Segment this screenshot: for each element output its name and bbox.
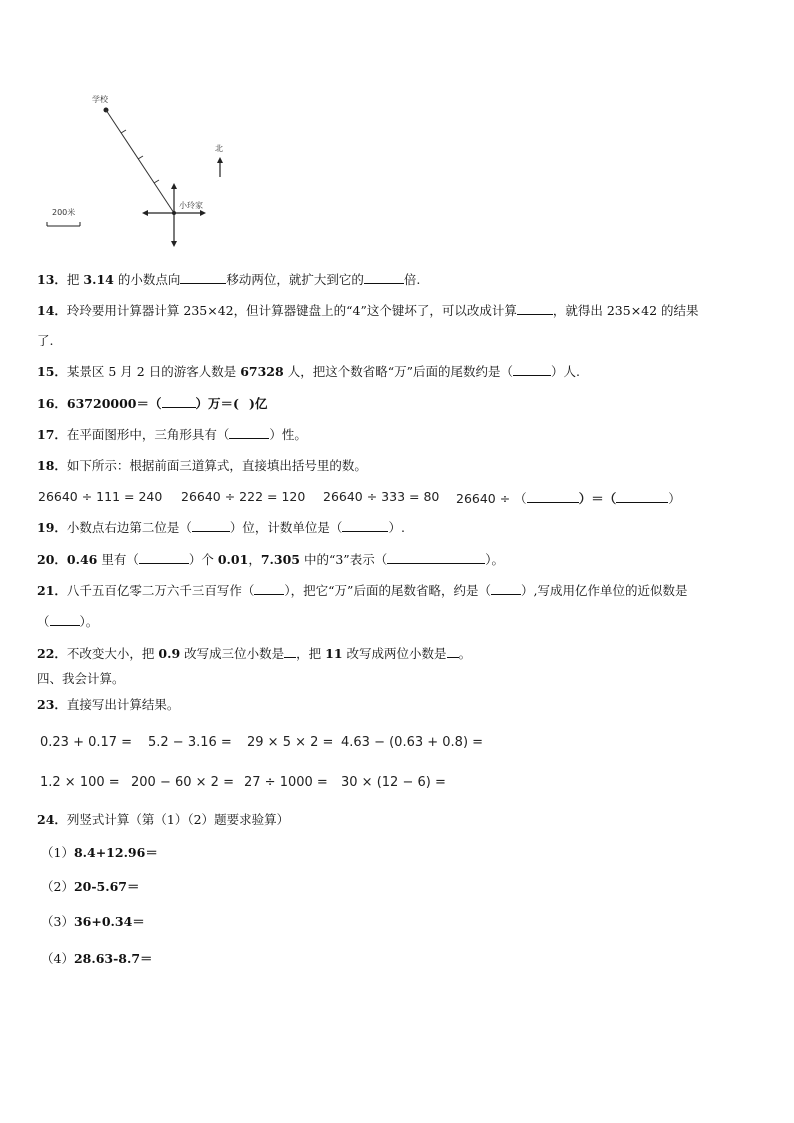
q20-text: ， [248, 552, 261, 567]
q24-item-label: （4） [41, 951, 74, 966]
q16-text: )亿 [248, 396, 268, 411]
q18-eq4-text: ） [668, 491, 681, 506]
q18-equation-1: 26640 ÷ 111 = 240 [38, 489, 163, 504]
q22-text: 不改变大小，把 [66, 646, 155, 661]
q23-expression: 29 × 5 × 2 = [247, 735, 334, 750]
q24-item-expr: 28.63-8.7＝ [73, 951, 153, 966]
q13-number: 3.14 [83, 272, 114, 287]
q15-text: 人，把这个数省略“万”后面的尾数约是（ [287, 364, 513, 379]
q21-text: ）,写成用亿作单位的近似数是 [520, 583, 688, 598]
answer-blank[interactable] [180, 272, 226, 284]
q13-text: 把 [66, 272, 80, 287]
q23-expression: 1.2 × 100 = [40, 775, 120, 790]
q17-text: ）性。 [269, 427, 307, 442]
q24-item-label: （3） [41, 914, 74, 929]
q24-item-expr: 36+0.34＝ [73, 914, 145, 929]
compass-arrow-up [171, 183, 177, 189]
question-21-line2 [37, 614, 98, 630]
q18-equation-4 [456, 489, 681, 507]
q18-eq4-text: ）＝（ [578, 491, 617, 506]
question-number: 22． [37, 646, 67, 661]
north-arrow-head [217, 157, 223, 163]
q24-item-expr: 8.4+12.96＝ [73, 845, 158, 860]
q14-text: 了. [37, 333, 54, 348]
q18-eq4-text: 26640 ÷ （ [456, 491, 527, 506]
q24-item [41, 951, 153, 967]
q24-item [41, 879, 139, 895]
q16-number: 63720000 [66, 396, 137, 411]
home-point [172, 211, 176, 215]
q23-expression: 4.63 − (0.63 + 0.8) = [341, 735, 484, 750]
q20-text: ）个 [188, 552, 214, 567]
question-17 [37, 427, 307, 443]
q21-text: ），把它“万”后面的尾数省略，约是（ [284, 583, 491, 598]
q20-number: 0.46 [66, 552, 98, 567]
path-tick [121, 130, 126, 133]
question-22 [37, 646, 471, 662]
q22-text: ，把 [296, 646, 322, 661]
q20-text: ）。 [485, 552, 504, 567]
compass-arrow-right [200, 210, 206, 216]
question-number: 24． [37, 812, 67, 827]
q22-text: 改写成三位小数是 [184, 646, 285, 661]
q23-expression: 5.2 − 3.16 = [148, 735, 232, 750]
q24-item-label: （1） [41, 845, 74, 860]
q22-number: 11 [325, 646, 343, 661]
answer-blank[interactable] [616, 491, 668, 503]
q14-text: 玲玲要用计算器计算 235×42，但计算器键盘上的“4”这个键坏了，可以改成计算 [66, 303, 517, 318]
q19-text: 小数点右边第二位是（ [66, 520, 192, 535]
q15-number: 67328 [240, 364, 284, 379]
answer-blank[interactable] [513, 364, 551, 376]
answer-blank[interactable] [342, 520, 388, 532]
question-number: 20． [37, 552, 67, 567]
answer-blank[interactable] [192, 520, 230, 532]
q17-text: 在平面图形中，三角形具有（ [66, 427, 230, 442]
answer-blank[interactable] [491, 583, 521, 595]
compass-arrow-down [171, 241, 177, 247]
answer-blank[interactable] [162, 396, 196, 408]
compass-arrow-left [142, 210, 148, 216]
q24-item [41, 845, 158, 861]
scale-label: 200米 [52, 208, 76, 217]
home-label: 小玲家 [179, 201, 203, 210]
q13-text: 移动两位，就扩大到它的 [226, 272, 364, 287]
north-label: 北 [215, 144, 223, 153]
q22-text: 改写成两位小数是 [346, 646, 447, 661]
q16-text: ＝（ [136, 396, 162, 411]
q22-number: 0.9 [158, 646, 181, 661]
q19-text: ）. [388, 520, 405, 535]
q24-item-label: （2） [41, 879, 74, 894]
q18-equation-2: 26640 ÷ 222 = 120 [181, 489, 306, 504]
question-number: 14． [37, 303, 67, 318]
answer-blank[interactable] [139, 552, 189, 564]
q21-text: ）。 [79, 614, 99, 629]
answer-blank[interactable] [517, 303, 553, 315]
answer-blank[interactable] [254, 583, 284, 595]
path-tick [154, 180, 159, 183]
q14-text: ，就得出 235×42 的结果 [552, 303, 699, 318]
question-15 [37, 364, 580, 380]
answer-blank[interactable] [387, 552, 485, 564]
q15-text: ）人. [550, 364, 580, 379]
q23-text: 直接写出计算结果。 [66, 697, 180, 712]
q20-text: 中的“3”表示（ [303, 552, 388, 567]
q16-text: ）万＝( [195, 396, 239, 411]
question-number: 19． [37, 520, 67, 535]
question-21 [37, 583, 687, 599]
question-number: 15． [37, 364, 67, 379]
q23-expression: 200 − 60 × 2 = [131, 775, 234, 790]
q18-equation-3: 26640 ÷ 333 = 80 [323, 489, 440, 504]
question-23 [37, 697, 179, 713]
map-figure [40, 85, 240, 255]
school-label: 学校 [92, 95, 108, 104]
q21-text: 八千五百亿零二万六千三百写作（ [66, 583, 255, 598]
q19-text: ）位，计数单位是（ [229, 520, 343, 535]
question-14-line2 [37, 333, 53, 349]
question-14 [37, 303, 699, 319]
question-20 [37, 552, 504, 568]
q22-text: 。 [458, 646, 472, 661]
q24-item [41, 914, 145, 930]
question-number: 13． [37, 272, 67, 287]
answer-blank[interactable] [364, 272, 404, 284]
q24-item-expr: 20-5.67＝ [73, 879, 140, 894]
question-13 [37, 272, 420, 288]
answer-blank[interactable] [284, 646, 296, 658]
question-number: 23． [37, 697, 67, 712]
q18-text: 如下所示：根据前面三道算式，直接填出括号里的数。 [66, 458, 367, 473]
question-18 [37, 458, 367, 474]
q23-expression: 0.23 + 0.17 = [40, 735, 133, 750]
answer-blank[interactable] [229, 427, 269, 439]
q20-number: 7.305 [260, 552, 300, 567]
question-19 [37, 520, 405, 536]
answer-blank[interactable] [447, 646, 459, 658]
q21-text: （ [37, 614, 50, 629]
q24-text: 列竖式计算（第（1）（2）题要求验算） [66, 812, 290, 827]
q20-number: 0.01 [217, 552, 249, 567]
answer-blank[interactable] [50, 614, 80, 626]
q23-expression: 27 ÷ 1000 = [244, 775, 328, 790]
answer-blank[interactable] [527, 491, 579, 503]
question-number: 17． [37, 427, 67, 442]
question-24 [37, 812, 289, 828]
school-home-path [106, 110, 174, 213]
question-16 [37, 396, 267, 412]
q13-text: 的小数点向 [117, 272, 181, 287]
q13-text: 倍. [403, 272, 421, 287]
section-4-title: 四、我会计算。 [37, 671, 125, 686]
question-number: 21． [37, 583, 67, 598]
section-heading [37, 671, 125, 687]
question-number: 18． [37, 458, 67, 473]
q15-text: 某景区 5 月 2 日的游客人数是 [66, 364, 237, 379]
q23-expression: 30 × (12 − 6) = [341, 775, 446, 790]
q20-text: 里有（ [101, 552, 139, 567]
question-number: 16． [37, 396, 67, 411]
path-tick [138, 156, 143, 159]
